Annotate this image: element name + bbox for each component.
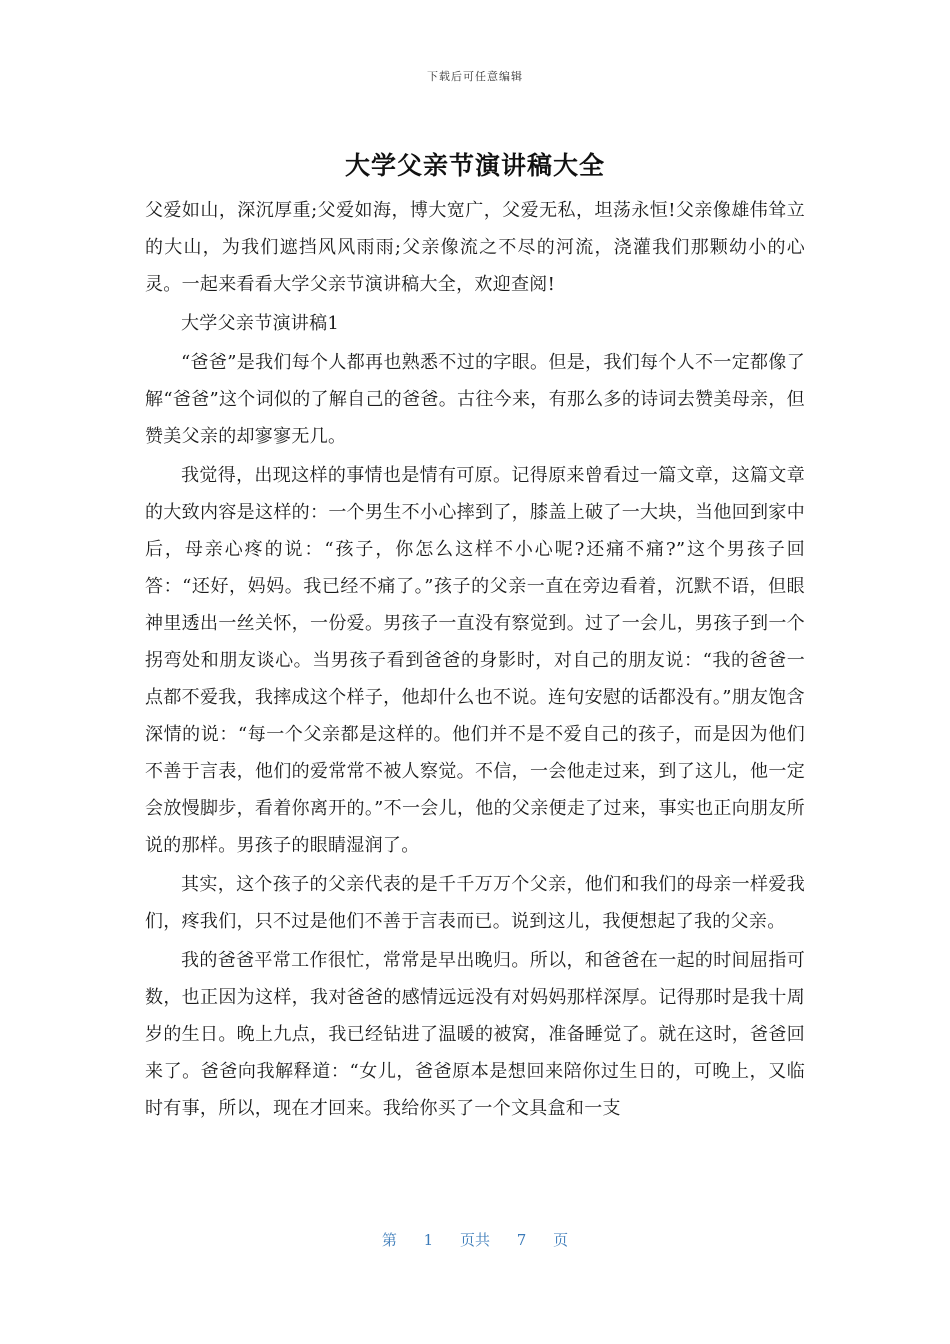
page-header-note: 下载后可任意编辑 [427,70,523,83]
page-current-number: 1 [423,1231,434,1249]
page-suffix-word: 页 [553,1231,569,1249]
body-paragraph: 其实，这个孩子的父亲代表的是千千万万个父亲，他们和我们的母亲一样爱我们，疼我们，只不过是他们不善于言表而已。说到这儿，我便想起了我的父亲。 [145,874,805,932]
page-total-number: 7 [516,1231,527,1249]
document-title: 大学父亲节演讲稿大全 [344,151,605,180]
page-footer [0,1229,950,1250]
section-heading: 大学父亲节演讲稿1 [181,313,340,334]
body-paragraph: 我觉得，出现这样的事情也是情有可原。记得原来曾看过一篇文章，这篇文章的大致内容是这样的：一个男生不小心摔到了，膝盖上破了一大块，当他回到家中后，母亲心疼的说：“孩子，你怎么这样不小心呢?还痛不痛?”这个男孩子回答：“还好，妈妈。我已经不痛了。”孩子的父亲一直在旁边看着，沉默不语，但眼神里透出一丝关怀，一份爱。男孩子一直没有察觉到。过了一会儿，男孩子到一个拐弯处和朋友谈心。当男孩子看到爸爸的身影时，对自己的朋友说：“我的爸爸一点都不爱我，我摔成这个样子，他却什么也不说。连句安慰的话都没有。”朋友饱含深情的说：“每一个父亲都是这样的。他们并不是不爱自己的孩子，而是因为他们不善于言表，他们的爱常常不被人察觉。不信，一会他走过来，到了这儿，他一定会放慢脚步，看着你离开的。”不一会儿，他的父亲便走了过来，事实也正向朋友所说的那样。男孩子的眼睛湿润了。 [145,465,805,856]
page-word: 第 [381,1231,397,1249]
page-of-word: 页共 [459,1231,490,1249]
body-paragraph: “爸爸”是我们每个人都再也熟悉不过的字眼。但是，我们每个人不一定都像了解“爸爸”这个词似的了解自己的爸爸。古往今来，有那么多的诗词去赞美母亲，但赞美父亲的却寥寥无几。 [145,352,805,447]
intro-paragraph: 父爱如山，深沉厚重;父爱如海，博大宽广，父爱无私，坦荡永恒!父亲像雄伟耸立的大山，为我们遮挡风风雨雨;父亲像流之不尽的河流，浇灌我们那颗幼小的心灵。一起来看看大学父亲节演讲稿大全，欢迎查阅! [145,200,805,295]
body-paragraph: 我的爸爸平常工作很忙，常常是早出晚归。所以，和爸爸在一起的时间屈指可数，也正因为这样，我对爸爸的感情远远没有对妈妈那样深厚。记得那时是我十周岁的生日。晚上九点，我已经钻进了温暖的被窝，准备睡觉了。就在这时，爸爸回来了。爸爸向我解释道：“女儿，爸爸原本是想回来陪你过生日的，可晚上，又临时有事，所以，现在才回来。我给你买了一个文具盒和一支 [145,950,805,1119]
document-body [145,192,805,1127]
